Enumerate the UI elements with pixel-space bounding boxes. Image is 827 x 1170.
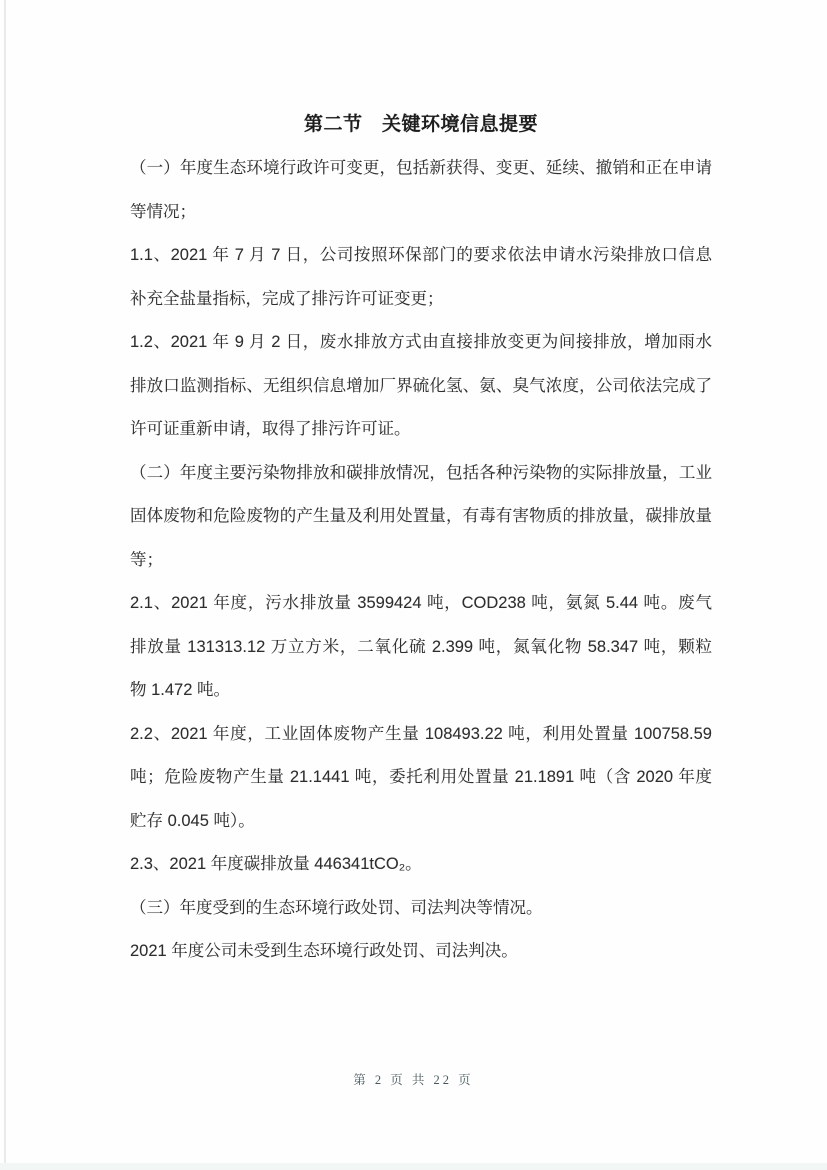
section-title: 第二节 关键环境信息提要 [303,114,538,135]
page-footer: 第 2 页 共 22 页 [353,1073,474,1087]
paragraph-line: 2.2、2021 年度，工业固体废物产生量 108493.22 吨，利用处置量 100758.59 [130,724,712,743]
paragraph-line: 排放口监测指标、无组织信息增加厂界硫化氢、氨、臭气浓度，公司依法完成了 [130,376,712,395]
paragraph-line: （三）年度受到的生态环境行政处罚、司法判决等情况。 [130,898,543,917]
paragraph-line: 贮存 0.045 吨）。 [130,811,255,830]
page-content [130,103,712,974]
paragraph-line: （一）年度生态环境行政许可变更，包括新获得、变更、延续、撤销和正在申请 [130,159,712,177]
paragraph-line: 吨；危险废物产生量 21.1441 吨，委托利用处置量 21.1891 吨（含 2020 年度 [130,768,712,786]
paragraph-line: 补充全盐量指标，完成了排污许可证变更； [130,289,444,308]
paragraph-line: 许可证重新申请，取得了排污许可证。 [130,420,411,438]
scan-bottom-band [0,1163,827,1170]
paragraph-line: 2021 年度公司未受到生态环境行政处罚、司法判决。 [130,942,518,960]
paragraph-line: （二）年度主要污染物排放和碳排放情况，包括各种污染物的实际排放量，工业 [130,463,712,482]
paragraph-line: 1.2、2021 年 9 月 2 日，废水排放方式由直接排放变更为间接排放，增加雨水 [130,333,712,351]
paragraph-line: 排放量 131313.12 万立方米，二氧化硫 2.399 吨，氮氧化物 58.347 吨，颗粒 [130,637,712,656]
paragraph-line: 2.3、2021 年度碳排放量 446341tCO₂。 [130,855,422,873]
paragraph-line: 等； [130,550,163,569]
paragraph-line: 等情况； [130,202,196,221]
scan-edge-line [4,0,6,1170]
paragraph-line: 物 1.472 吨。 [130,681,230,699]
paragraph-line: 固体废物和危险废物的产生量及利用处置量，有毒有害物质的排放量，碳排放量 [130,507,712,525]
paragraph-line: 2.1、2021 年度，污水排放量 3599424 吨，COD238 吨，氨氮 5.44 吨。废气 [130,594,712,612]
paragraph-line: 1.1、2021 年 7 月 7 日，公司按照环保部门的要求依法申请水污染排放口信息 [130,246,712,264]
